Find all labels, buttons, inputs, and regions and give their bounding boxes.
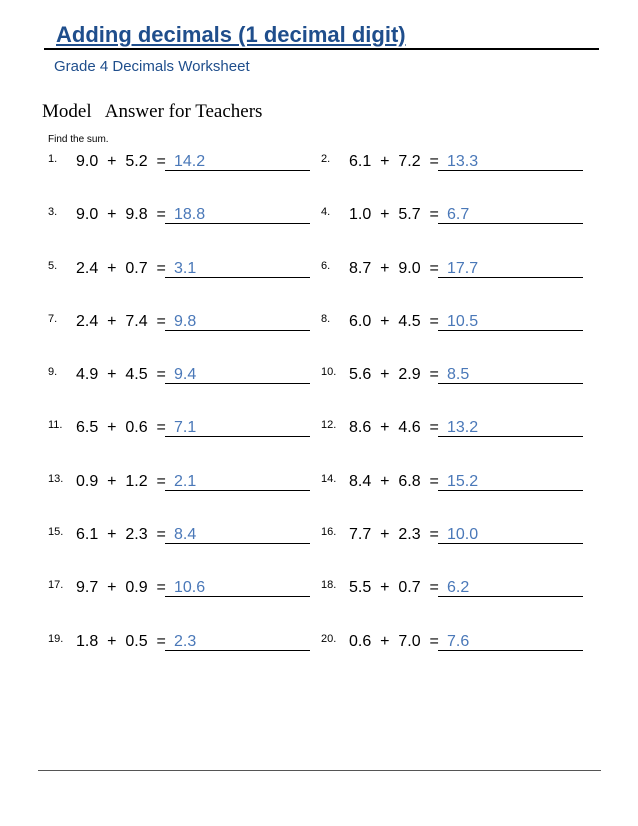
problem-item — [48, 470, 321, 523]
problem-equation: 5.6 + 2.9 = — [349, 366, 439, 384]
problem-item — [48, 203, 321, 256]
answer-value: 3.1 — [174, 259, 197, 277]
problem-item — [321, 257, 594, 310]
problem-equation: 7.7 + 2.3 = — [349, 526, 439, 544]
problem-item — [321, 363, 594, 416]
page-subtitle: Grade 4 Decimals Worksheet — [54, 58, 250, 75]
problem-number: 16. — [321, 526, 337, 539]
problem-item — [321, 523, 594, 576]
problem-equation: 1.0 + 5.7 = — [349, 206, 439, 224]
footer-divider — [38, 770, 601, 771]
problem-equation: 6.5 + 0.6 = — [76, 419, 166, 437]
problem-number: 10. — [321, 366, 337, 379]
problem-equation: 9.0 + 5.2 = — [76, 153, 166, 170]
problem-number: 14. — [321, 472, 337, 485]
problem-number: 8. — [321, 312, 331, 325]
problem-number: 20. — [321, 632, 337, 645]
answer-value: 7.6 — [447, 632, 470, 650]
problem-equation: 6.1 + 7.2 = — [349, 153, 439, 170]
problem-number: 19. — [48, 632, 64, 645]
problem-number: 2. — [321, 153, 331, 165]
problem-item — [48, 416, 321, 469]
problem-equation: 8.7 + 9.0 = — [349, 259, 439, 277]
model-answer-label: Model Answer for Teachers — [42, 101, 263, 122]
problem-number: 11. — [48, 419, 63, 432]
instructions: Find the sum. — [48, 134, 109, 145]
problem-equation: 2.4 + 7.4 = — [76, 312, 166, 330]
answer-value: 8.5 — [447, 366, 470, 384]
problem-item — [321, 310, 594, 363]
answer-value: 6.7 — [447, 206, 470, 224]
problem-equation: 6.1 + 2.3 = — [76, 526, 166, 544]
problem-item — [48, 523, 321, 576]
answer-value: 13.2 — [447, 419, 479, 437]
problem-number: 3. — [48, 206, 58, 219]
problem-item — [48, 363, 321, 416]
problem-item — [48, 576, 321, 629]
problem-number: 1. — [48, 153, 58, 165]
answer-value: 2.3 — [174, 632, 197, 650]
problem-number: 18. — [321, 579, 337, 592]
problem-item — [321, 576, 594, 629]
answer-value: 9.8 — [174, 312, 197, 330]
problem-item — [48, 310, 321, 363]
title-rule — [44, 22, 599, 50]
problem-number: 4. — [321, 206, 331, 219]
problem-item — [48, 257, 321, 310]
problem-item — [321, 630, 594, 683]
problem-item — [321, 203, 594, 256]
problem-equation: 4.9 + 4.5 = — [76, 366, 166, 384]
problem-equation: 6.0 + 4.5 = — [349, 312, 439, 330]
problem-number: 5. — [48, 259, 58, 272]
answer-value: 7.1 — [174, 419, 197, 437]
answer-value: 10.6 — [174, 579, 206, 597]
problem-equation: 0.6 + 7.0 = — [349, 632, 439, 650]
answer-value: 10.5 — [447, 312, 479, 330]
problem-equation: 1.8 + 0.5 = — [76, 632, 166, 650]
problem-number: 17. — [48, 579, 64, 592]
problem-equation: 9.7 + 0.9 = — [76, 579, 166, 597]
problem-item — [321, 150, 594, 203]
problem-number: 15. — [48, 526, 64, 539]
problem-equation: 2.4 + 0.7 = — [76, 259, 166, 277]
answer-value: 10.0 — [447, 526, 479, 544]
problem-equation: 8.4 + 6.8 = — [349, 472, 439, 490]
answer-value: 6.2 — [447, 579, 470, 597]
problem-equation: 8.6 + 4.6 = — [349, 419, 439, 437]
answer-value: 15.2 — [447, 472, 479, 490]
problem-number: 13. — [48, 472, 64, 485]
problem-equation: 0.9 + 1.2 = — [76, 472, 166, 490]
problem-number: 9. — [48, 366, 58, 379]
problem-equation: 5.5 + 0.7 = — [349, 579, 439, 597]
problem-number: 7. — [48, 312, 58, 325]
page-title: Adding decimals (1 decimal digit) — [56, 22, 406, 47]
answer-value: 8.4 — [174, 526, 197, 544]
problem-grid — [0, 150, 638, 683]
problem-item — [321, 416, 594, 469]
answer-value: 17.7 — [447, 259, 479, 277]
answer-value: 9.4 — [174, 366, 197, 384]
answer-value: 14.2 — [174, 153, 206, 170]
problem-item — [321, 470, 594, 523]
answer-value: 18.8 — [174, 206, 206, 224]
problem-item — [48, 630, 321, 683]
answer-value: 2.1 — [174, 472, 197, 490]
answer-value: 13.3 — [447, 153, 479, 170]
problem-number: 6. — [321, 259, 331, 272]
problem-equation: 9.0 + 9.8 = — [76, 206, 166, 224]
problem-item — [48, 150, 321, 203]
problem-number: 12. — [321, 419, 337, 432]
